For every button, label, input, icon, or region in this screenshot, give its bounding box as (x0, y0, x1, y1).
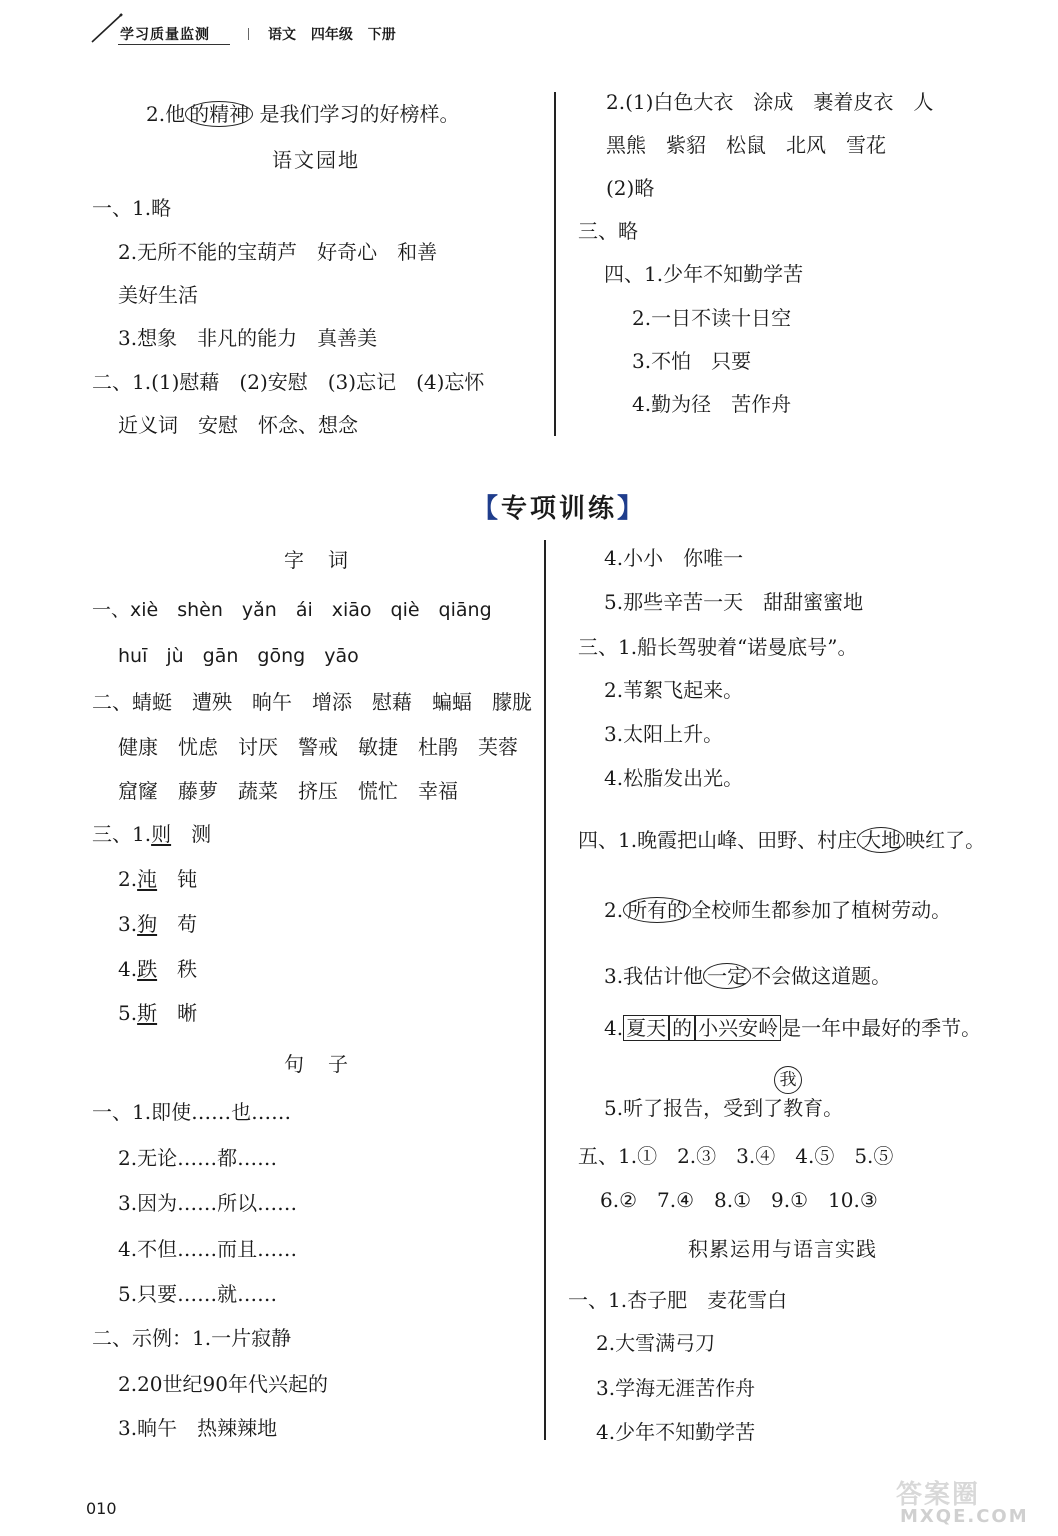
box-mark: 夏天 (623, 1015, 669, 1041)
mid-right-line: 3.太阳上升。 (604, 722, 724, 746)
section-banner (472, 492, 646, 526)
top-left-line: 美好生活 (118, 283, 198, 307)
top-left-line: 近义词 安慰 怀念、想念 (118, 413, 358, 437)
box-mark: 小兴安岭 (695, 1015, 781, 1041)
header-underline (118, 44, 230, 45)
section-title-ciyu: 字 词 (284, 548, 350, 572)
juzi-line: 二、示例：1.一片寂静 (92, 1326, 292, 1350)
top-left-line1: 2.他 的精神 是我们学习的好榜样。 (146, 102, 460, 126)
page-number: 010 (86, 1499, 117, 1518)
char-pair: 5.斯 晰 (118, 1001, 198, 1025)
word-row: 二、蜻蜓 遭殃 晌午 增添 慰藉 蝙蝠 朦胧 (92, 690, 532, 714)
top-right-line: (2)略 (606, 176, 655, 200)
box-mark: 的 (669, 1015, 695, 1041)
insert-mark: 我 (774, 1066, 802, 1094)
mark-sentence-4: 4. 夏天 的 小兴安岭 是一年中最好的季节。 (604, 1016, 982, 1040)
section-title-jilei: 积累运用与语言实践 (688, 1237, 877, 1261)
mid-right-line: 4.松脂发出光。 (604, 766, 744, 790)
top-right-line: 3.不怕 只要 (632, 349, 752, 373)
mid-right-line: 2.苇絮飞起来。 (604, 678, 744, 702)
pinyin-row: huī jù gān gōng yāo (118, 645, 359, 667)
header-volume: 下册 (367, 27, 396, 43)
word-row: 健康 忧虑 讨厌 警戒 敏捷 杜鹃 芙蓉 (118, 735, 518, 759)
char-pair: 4.跌 秩 (118, 957, 198, 981)
mark-sentence-3: 3.我估计他 一定 不会做这道题。 (604, 964, 892, 988)
juzi-line: 3.晌午 热辣辣地 (118, 1416, 278, 1440)
jilei-line: 2.大雪满弓刀 (596, 1331, 716, 1355)
top-right-line: 2.一日不读十日空 (632, 306, 792, 330)
juzi-line: 2.20世纪90年代兴起的 (118, 1372, 328, 1396)
watermark-url: MXQE.COM (900, 1506, 1029, 1527)
top-right-line: 三、略 (578, 219, 638, 243)
column-divider-top (554, 92, 556, 436)
top-right-line: 4.勤为径 苦作舟 (632, 392, 792, 416)
juzi-line: 5.只要……就…… (118, 1282, 278, 1306)
mark-sentence-2: 2. 所有的 全校师生都参加了植树劳动。 (604, 898, 952, 922)
oval-mark: 的精神 (185, 101, 253, 127)
banner-bracket-close: 】 (617, 494, 647, 524)
mid-right-line: 三、1.船长驾驶着“诺曼底号”。 (578, 635, 858, 659)
pen-icon (90, 12, 124, 44)
juzi-line: 3.因为……所以…… (118, 1191, 298, 1215)
oval-mark: 一定 (703, 963, 751, 989)
mid-right-line: 5.那些辛苦一天 甜甜蜜蜜地 (604, 590, 864, 614)
char-pair: 2.沌 钝 (118, 867, 198, 891)
header-title: 学习质量监测 (120, 27, 210, 43)
juzi-line: 一、1.即使……也…… (92, 1100, 292, 1124)
watermark-logo: 答案圈 (896, 1480, 981, 1510)
top-right-line: 2.(1)白色大衣 涂成 裹着皮衣 人 (606, 90, 934, 114)
top-right-line: 四、1.少年不知勤学苦 (604, 262, 804, 286)
juzi-line: 4.不但……而且…… (118, 1237, 298, 1261)
top-left-line: 2.无所不能的宝葫芦 好奇心 和善 (118, 240, 438, 264)
jilei-line: 3.学海无涯苦作舟 (596, 1376, 756, 1400)
header-grade: 四年级 (310, 27, 353, 43)
juzi-line: 2.无论……都…… (118, 1146, 278, 1170)
oval-mark: 大地 (857, 827, 905, 853)
column-divider-bottom (544, 540, 546, 1440)
oval-mark: 所有的 (623, 897, 691, 923)
section-title-yuwenyuandi: 语文园地 (272, 148, 360, 172)
mid-right-line: 4.小小 你唯一 (604, 546, 744, 570)
jilei-line: 4.少年不知勤学苦 (596, 1420, 756, 1444)
top-right-line: 黑熊 紫貂 松鼠 北风 雪花 (606, 133, 886, 157)
mark-sentence-5: 5.听了报告，受到了教育。 (604, 1096, 844, 1120)
banner-bracket-open: 【 (472, 494, 502, 524)
top-left-line: 一、1.略 (92, 196, 172, 220)
char-pair: 3.狗 苟 (118, 912, 198, 936)
header-subject: 语文 (268, 27, 296, 43)
mark-sentence-1: 四、1.晚霞把山峰、田野、村庄 大地 映红了。 (578, 828, 986, 852)
banner-title: 专项训练 (501, 494, 618, 524)
section-title-juzi: 句 子 (284, 1052, 350, 1076)
top-left-line: 二、1.(1)慰藉 (2)安慰 (3)忘记 (4)忘怀 (92, 370, 485, 394)
jilei-line: 一、1.杏子肥 麦花雪白 (568, 1288, 788, 1312)
top-left-line: 3.想象 非凡的能力 真善美 (118, 326, 378, 350)
char-pair: 三、1.则 测 (92, 822, 212, 846)
header-separator (248, 28, 249, 40)
pinyin-row: 一、xiè shèn yǎn ái xiāo qiè qiāng (92, 599, 492, 621)
header-subject-line (268, 24, 396, 44)
word-row: 窟窿 藤萝 蔬菜 挤压 慌忙 幸福 (118, 779, 458, 803)
choice-answers: 五、1.① 2.③ 3.④ 4.⑤ 5.⑤ (578, 1144, 894, 1168)
choice-answers: 6.② 7.④ 8.① 9.① 10.③ (600, 1188, 878, 1212)
